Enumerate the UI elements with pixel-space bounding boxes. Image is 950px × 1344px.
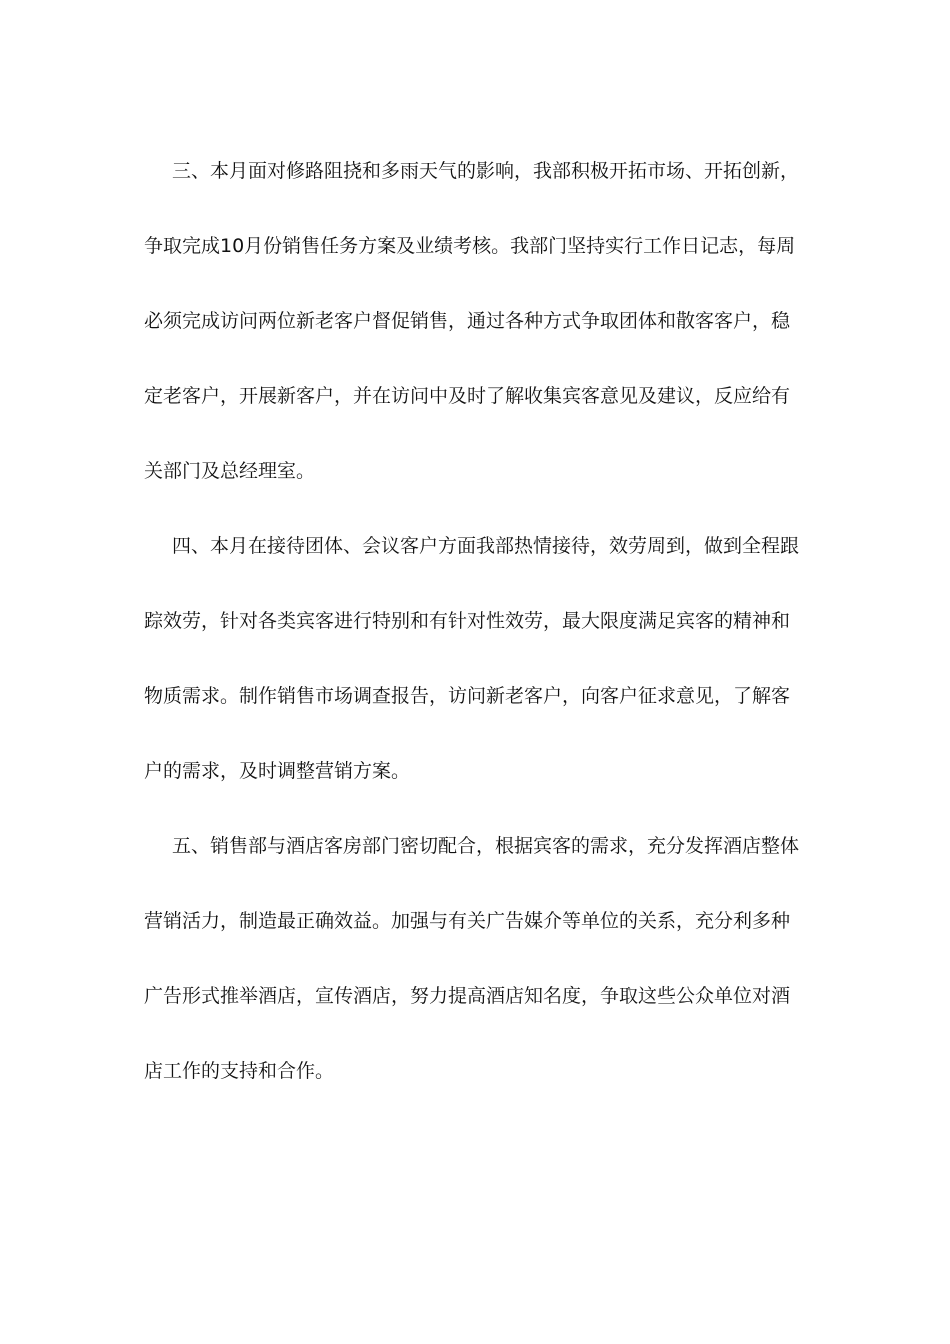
paragraph-line: 四、本月在接待团体、会议客户方面我部热情接待，效劳周到，做到全程跟 [172,535,800,557]
paragraph-5 [144,809,804,1109]
paragraph-line: 广告形式推举酒店，宣传酒店，努力提高酒店知名度，争取这些公众单位对酒 [144,985,791,1007]
paragraph-line: 关部门及总经理室。 [144,460,316,482]
paragraph-line: 户的需求，及时调整营销方案。 [144,760,411,782]
paragraph-line: 营销活力，制造最正确效益。加强与有关广告媒介等单位的关系，充分利多种 [144,910,791,932]
paragraph-line: 店工作的支持和合作。 [144,1060,335,1082]
paragraph-line: 定老客户，开展新客户，并在访问中及时了解收集宾客意见及建议，反应给有 [144,385,791,407]
paragraph-line: 三、本月面对修路阻挠和多雨天气的影响，我部积极开拓市场、开拓创新， [172,160,800,182]
paragraph-4 [144,509,804,809]
paragraph-line: 五、销售部与酒店客房部门密切配合，根据宾客的需求，充分发挥酒店整体 [172,835,800,857]
paragraph-line: 必须完成访问两位新老客户督促销售，通过各种方式争取团体和散客客户，稳 [144,310,791,332]
document-body [144,134,804,1109]
paragraph-line: 争取完成10月份销售任务方案及业绩考核。我部门坚持实行工作日记志，每周 [144,235,796,257]
paragraph-line: 踪效劳，针对各类宾客进行特别和有针对性效劳，最大限度满足宾客的精神和 [144,610,791,632]
paragraph-line: 物质需求。制作销售市场调查报告，访问新老客户，向客户征求意见，了解客 [144,685,791,707]
paragraph-3 [144,134,804,509]
